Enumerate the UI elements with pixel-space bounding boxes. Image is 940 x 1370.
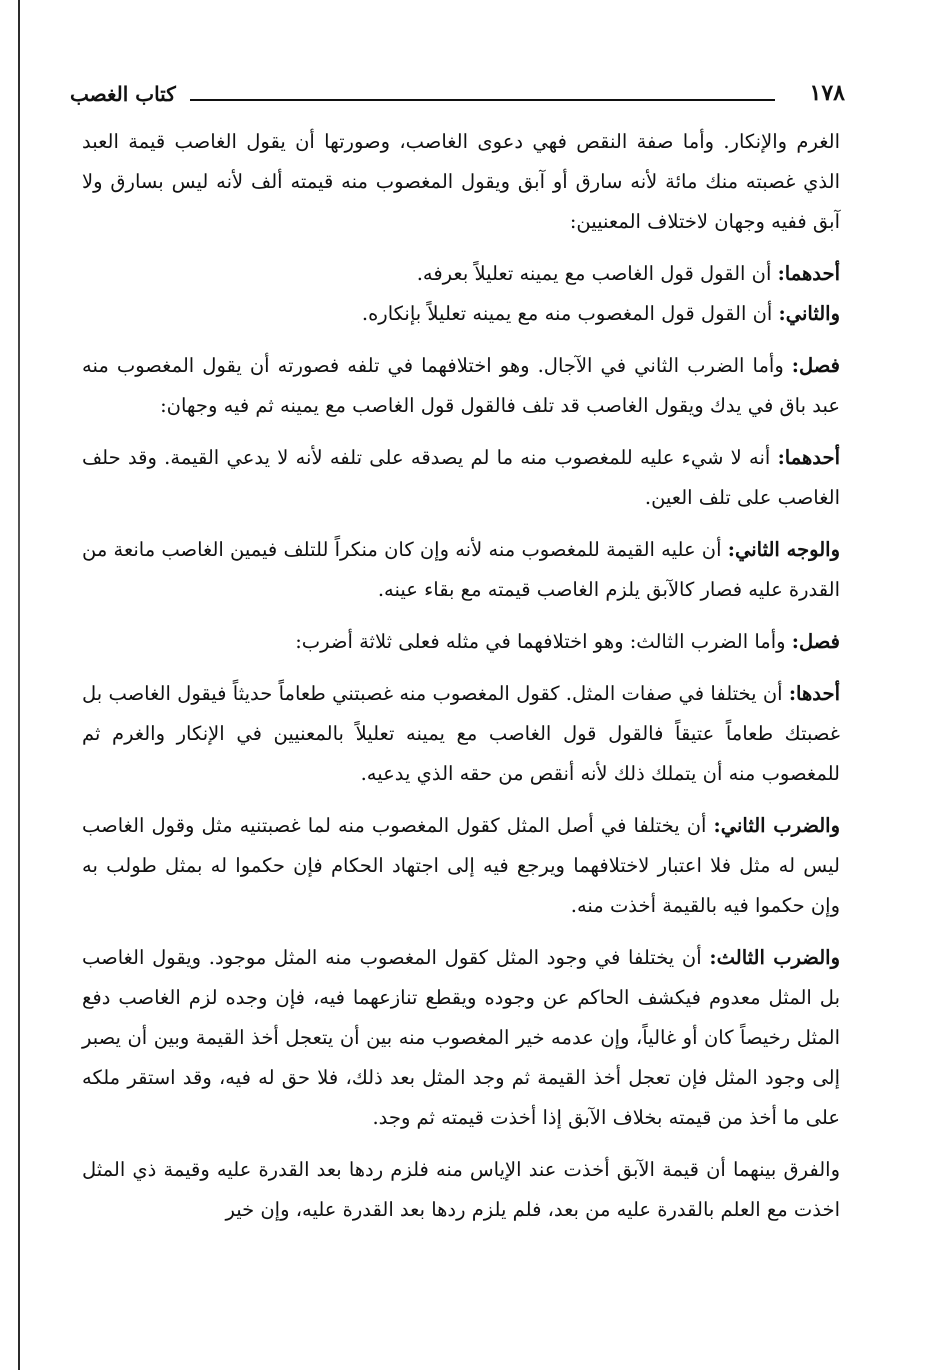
paragraph-label: أحدهما: — [777, 262, 840, 285]
paragraph — [82, 438, 840, 518]
paragraph-label: فصل: — [791, 354, 840, 377]
paragraph-text: أنه لا شيء عليه للمغصوب منه ما لم يصدقه على تلفه لأنه لا يدعي القيمة. وقد حلف الغاصب على تلف العين. — [82, 446, 840, 509]
page-binding-edge — [18, 0, 20, 1370]
paragraph-text: الغرم والإنكار. وأما صفة النقص فهي دعوى الغاصب، وصورتها أن يقول الغاصب قيمة العبد الذي غصبته منك مائة لأنه سارق أو آبق ويقول المغصوب منه قيمته ألف لأنه ليس بسارق ولا آبق ففيه وجهان لاختلاف المعنيين: — [82, 130, 840, 233]
paragraph-text: أن يختلفا في صفات المثل. كقول المغصوب منه غصبتني طعاماً حديثاً فيقول الغاصب بل غصبتك طعاماً عتيقاً فالقول قول الغاصب مع يمينه تعليلاً بالمعنيين في الإنكار والغرم ثم للمغصوب منه أن يتملك ذلك لأنه أنقص من حقه الذي يدعيه. — [82, 682, 840, 785]
paragraph-text: والفرق بينهما أن قيمة الآبق أخذت عند الإياس منه فلزم ردها بعد القدرة عليه وقيمة ذي المثل اخذت مع العلم بالقدرة عليه من بعد، فلم يلزم ردها بعد القدرة عليه، وإن خير — [82, 1158, 840, 1221]
paragraph-text: أن عليه القيمة للمغصوب منه لأنه وإن كان منكراً للتلف فيمين الغاصب مانعة من القدرة عليه فصار كالآبق يلزم الغاصب قيمته مع بقاء عينه. — [82, 538, 840, 601]
paragraph-text: أن القول قول المغصوب منه مع يمينه تعليلاً بإنكاره. — [361, 302, 773, 325]
paragraph-label: أحدها: — [788, 682, 840, 705]
paragraph — [82, 346, 840, 426]
paragraph — [82, 1150, 840, 1230]
paragraph — [82, 938, 840, 1138]
paragraph-label: والوجه الثاني: — [727, 538, 840, 561]
paragraph-text: وأما الضرب الثاني في الآجال. وهو اختلافهما في تلفه فصورته أن يقول المغصوب منه عبد باق في يدك ويقول الغاصب قد تلف فالقول قول الغاصب مع يمينه ثم فيه وجهان: — [82, 354, 840, 417]
paragraph-text: أن يختلفا في أصل المثل كقول المغصوب منه لما غصبتنيه مثل وقول الغاصب ليس له مثل فلا اعتبار لاختلافهما ويرجع فيه إلى اجتهاد الحكام فإن حكموا له بمثل طولب به وإن حكموا فيه بالقيمة أخذت منه. — [82, 814, 840, 917]
running-title: كتاب الغصب — [70, 82, 176, 106]
paragraph — [82, 806, 840, 926]
paragraph — [82, 122, 840, 242]
paragraph — [82, 530, 840, 610]
paragraph-text: أن القول قول الغاصب مع يمينه تعليلاً بعرفه. — [416, 262, 772, 285]
paragraph — [82, 254, 840, 294]
paragraph-text: أن يختلفا في وجود المثل كقول المغصوب منه المثل موجود. ويقول الغاصب بل المثل معدوم فيكشف الحاكم عن وجوده ويقطع تنازعهما فيه، فإن وجده لزم الغاصب دفع المثل رخيصاً كان أو غالياً، وإن عدمه خير المغصوب منه بين أن يتعجل أخذ القيمة وبين أن يصبر إلى وجود المثل فإن تعجل أخذ القيمة ثم وجد المثل بعد ذلك، فلا حق له فيه، وقد استقر ملكه على ما أخذ من قيمته بخلاف الآبق إذا أخذت قيمته ثم وجد. — [82, 946, 840, 1129]
paragraph-label: فصل: — [791, 630, 840, 653]
paragraph-label: والضرب الثاني: — [713, 814, 841, 837]
paragraph-label: أحدهما: — [777, 446, 840, 469]
paragraph-label: والضرب الثالث: — [709, 946, 840, 969]
paragraph-label: والثاني: — [778, 302, 840, 325]
header-rule — [190, 99, 775, 101]
paragraph — [82, 294, 840, 334]
page-header — [70, 80, 845, 112]
page-body — [82, 122, 840, 1230]
paragraph-text: وأما الضرب الثالث: وهو اختلافهما في مثله فعلى ثلاثة أضرب: — [295, 630, 786, 653]
page-number: ١٧٨ — [809, 80, 845, 106]
paragraph — [82, 622, 840, 662]
paragraph — [82, 674, 840, 794]
